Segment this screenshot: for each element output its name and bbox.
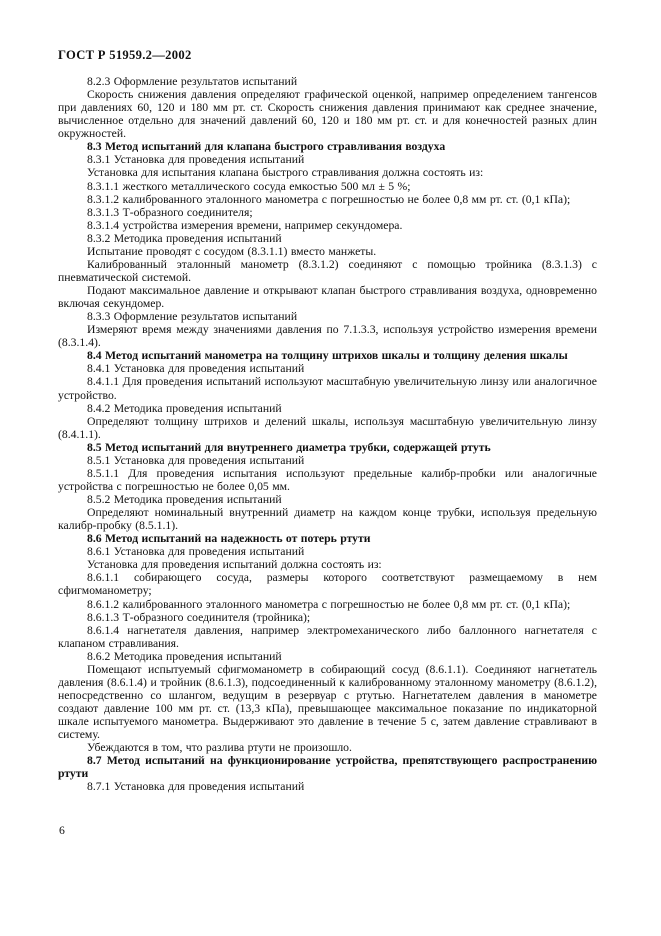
page-number: 6 (59, 824, 65, 837)
paragraph: 8.3.1.3 Т-образного соединителя; (87, 205, 253, 219)
paragraph: Определяют толщину штрихов и делений шкалы, используя масштабную увеличительную линзу (8.4.1.1). (58, 414, 597, 441)
paragraph: 8.6.2 Методика проведения испытаний (87, 649, 282, 663)
paragraph: 8.7.1 Установка для проведения испытаний (87, 780, 305, 794)
paragraph: Подают максимальное давление и открывают клапан быстрого стравливания воздуха, одновременно включая секундомер. (58, 284, 597, 311)
paragraph: 8.6.1.4 нагнетателя давления, например электромеханического либо баллонного нагнетателя с клапаном стравливания. (58, 623, 597, 650)
paragraph: Калиброванный эталонный манометр (8.3.1.2) соединяют с помощью тройника (8.3.1.3) с пневматической системой. (58, 257, 597, 284)
paragraph: 8.6.1.1 собирающего сосуда, размеры которого соответствуют размещаемому в нем сфигмоманометру; (58, 571, 597, 598)
paragraph: 8.3.1.4 устройства измерения времени, например секундомера. (87, 218, 403, 232)
section-heading: 8.3 Метод испытаний для клапана быстрого стравливания воздуха (87, 140, 446, 154)
paragraph: 8.3.3 Оформление результатов испытаний (87, 310, 298, 324)
paragraph: Испытание проводят с сосудом (8.3.1.1) вместо манжеты. (87, 244, 377, 258)
paragraph: 8.5.1.1 Для проведения испытания используют предельные калибр-пробки или аналогичные устройства с погрешностью не более 0,05 мм. (58, 466, 597, 493)
paragraph: 8.6.1.3 Т-образного соединителя (тройника); (87, 610, 311, 624)
paragraph: 8.3.1.2 калиброванного эталонного манометра с погрешностью не более 0,8 мм рт. ст. (0,1 кПа); (87, 192, 571, 206)
section-heading: 8.4 Метод испытаний манометра на толщину штрихов шкалы и толщину деления шкалы (87, 349, 568, 363)
paragraph: Скорость снижения давления определяют графической оценкой, например определением тангенсов при давлениях 60, 120 и 180 мм рт. ст. Скорость снижения давления принимают как среднее значение, вычисленное отдельно для значений давлений 60, 120 и 180 мм рт. ст. и для конечностей разных длин окружностей. (58, 88, 597, 141)
paragraph: Убеждаются в том, что разлива ртути не произошло. (87, 741, 352, 755)
section-heading: 8.5 Метод испытаний для внутреннего диаметра трубки, содержащей ртуть (87, 440, 491, 454)
paragraph: Определяют номинальный внутренний диаметр на каждом конце трубки, используя предельную калибр-пробку (8.5.1.1). (58, 506, 597, 533)
paragraph: 8.6.1 Установка для проведения испытаний (87, 545, 305, 559)
paragraph: 8.4.1.1 Для проведения испытаний используют масштабную увеличительную линзу или аналогичное устройство. (58, 375, 597, 402)
document-header: ГОСТ Р 51959.2—2002 (58, 48, 192, 62)
paragraph: Установка для проведения испытаний должна состоять из: (87, 558, 382, 572)
paragraph: 8.3.2 Методика проведения испытаний (87, 231, 282, 245)
paragraph: 8.3.1.1 жесткого металлического сосуда емкостью 500 мл ± 5 %; (87, 179, 411, 193)
section-heading: 8.6 Метод испытаний на надежность от потерь ртути (87, 532, 371, 546)
paragraph: 8.2.3 Оформление результатов испытаний (87, 75, 298, 88)
document-body (58, 75, 597, 793)
paragraph: 8.4.2 Методика проведения испытаний (87, 401, 282, 415)
paragraph: Измеряют время между значениями давления по 7.1.3.3, используя устройство измерения времени (8.3.1.4). (58, 323, 597, 350)
section-heading: 8.7 Метод испытаний на функционирование устройства, препятствующего распространению ртути (58, 754, 597, 781)
paragraph: Установка для испытания клапана быстрого стравливания должна состоять из: (87, 166, 484, 180)
paragraph: 8.5.1 Установка для проведения испытаний (87, 453, 305, 467)
paragraph: Помещают испытуемый сфигмоманометр в собирающий сосуд (8.6.1.1). Соединяют нагнетатель давления (8.6.1.4) и тройник (8.6.1.3), подсоединенный к калиброванному эталонному манометру (8.6.1.2), непосредственно со шлангом, ведущим в резервуар с ртутью. Нагнетателем давления в манометре создают давление 100 мм рт. ст. (13,3 кПа), превышающее максимальное показание по индикаторной шкале испытуемого манометра. Выдерживают это давление в течение 5 с, затем давление стравливают в систему. (58, 662, 597, 742)
paragraph: 8.5.2 Методика проведения испытаний (87, 493, 282, 506)
paragraph: 8.4.1 Установка для проведения испытаний (87, 362, 305, 376)
paragraph: 8.3.1 Установка для проведения испытаний (87, 153, 305, 167)
paragraph: 8.6.1.2 калиброванного эталонного манометра с погрешностью не более 0,8 мм рт. ст. (0,1 кПа); (87, 597, 571, 611)
